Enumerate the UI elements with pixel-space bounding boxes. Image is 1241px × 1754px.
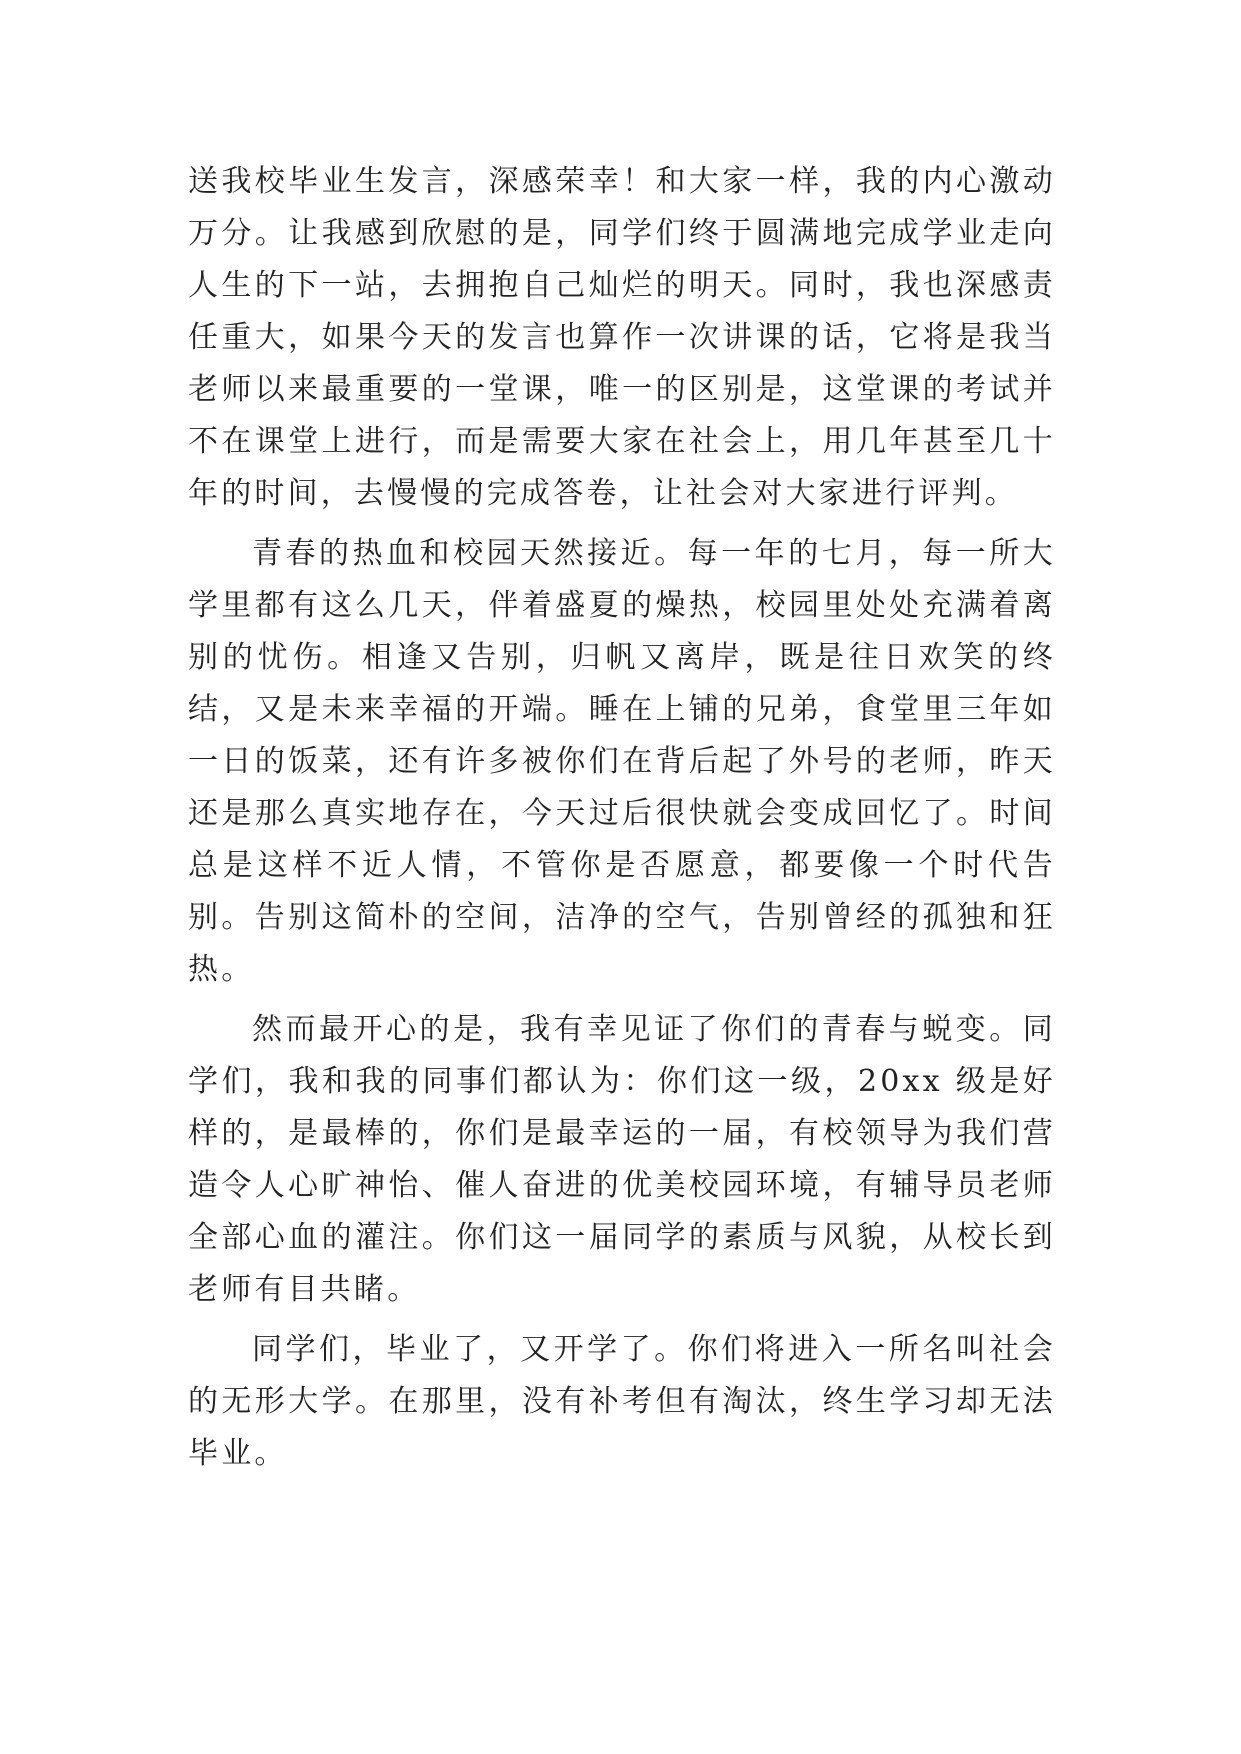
paragraph-2: 青春的热血和校园天然接近。每一年的七月，每一所大学里都有这么几天，伴着盛夏的燥热，校园里处处充满着离别的忧伤。相逢又告别，归帆又离岸，既是往日欢笑的终结，又是未来幸福的开端。睡在上铺的兄弟，食堂里三年如一日的饭菜，还有许多被你们在背后起了外号的老师，昨天还是那么真实地存在，今天过后很快就会变成回忆了。时间总是这样不近人情，不管你是否愿意，都要像一个时代告别。告别这简朴的空间，洁净的空气，告别曾经的孤独和狂热。 [188,536,1056,987]
paragraph-3: 然而最开心的是，我有幸见证了你们的青春与蜕变。同学们，我和我的同事们都认为：你们这一级，20xx 级是好样的，是最棒的，你们是最幸运的一届，有校领导为我们营造令人心旷神怡、催人奋进的优美校园环境，有辅导员老师全部心血的灌注。你们这一届同学的素质与风貌，从校长到老师有目共睹。 [188,1012,1056,1307]
paragraph-4: 同学们，毕业了，又开学了。你们将进入一所名叫社会的无形大学。在那里，没有补考但有淘汰，终生学习却无法毕业。 [188,1332,1056,1471]
paragraph-1: 送我校毕业生发言，深感荣幸！和大家一样，我的内心激动万分。让我感到欣慰的是，同学们终于圆满地完成学业走向人生的下一站，去拥抱自己灿烂的明天。同时，我也深感责任重大，如果今天的发言也算作一次讲课的话，它将是我当老师以来最重要的一堂课，唯一的区别是，这堂课的考试并不在课堂上进行，而是需要大家在社会上，用几年甚至几十年的时间，去慢慢的完成答卷，让社会对大家进行评判。 [188,164,1056,511]
document-body [188,156,1056,1488]
